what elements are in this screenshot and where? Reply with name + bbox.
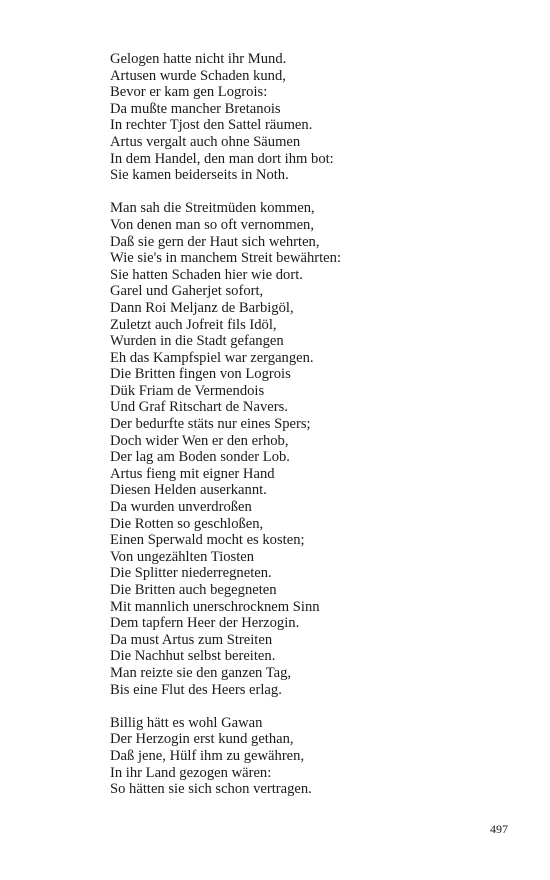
verse-line: In ihr Land gezogen wären: <box>110 764 272 781</box>
verse-line: Einen Sperwald mocht es kosten; <box>110 532 305 549</box>
verse-line: Der lag am Boden sonder Lob. <box>110 449 290 466</box>
verse-line: Daß sie gern der Haut sich wehrten, <box>110 233 320 250</box>
verse-line: Dem tapfern Heer der Herzogin. <box>110 615 300 632</box>
verse-line: Bis eine Flut des Heers erlag. <box>110 681 282 698</box>
verse-line: Wie sie's in manchem Streit bewährten: <box>110 250 342 267</box>
verse-line: Der bedurfte stäts nur eines Spers; <box>110 416 311 433</box>
verse-line: Daß jene, Hülf ihm zu gewähren, <box>110 747 305 764</box>
verse-line: Dann Roi Meljanz de Barbigöl, <box>110 299 294 316</box>
verse-line: So hätten sie sich schon vertragen. <box>110 781 312 798</box>
verse-line: Sie hatten Schaden hier wie dort. <box>110 266 303 283</box>
verse-line: Mit mannlich unerschrocknem Sinn <box>110 598 320 615</box>
verse-line: Sie kamen beiderseits in Noth. <box>110 167 289 184</box>
verse-line: Die Britten fingen von Logrois <box>110 366 291 383</box>
verse-line: Artus vergalt auch ohne Säumen <box>110 133 301 150</box>
verse-line: Bevor er kam gen Logrois: <box>110 84 268 101</box>
verse-line: In rechter Tjost den Sattel räumen. <box>110 117 313 134</box>
verse-line: Die Nachhut selbst bereiten. <box>110 648 276 665</box>
verse-line: Billig hätt es wohl Gawan <box>110 714 263 731</box>
stanza <box>110 715 530 798</box>
verse-line: Man reizte sie den ganzen Tag, <box>110 664 292 681</box>
verse-line: Von denen man so oft vernommen, <box>110 216 315 233</box>
verse-line: Gelogen hatte nicht ihr Mund. <box>110 51 287 67</box>
verse-line: Garel und Gaherjet sofort, <box>110 283 264 300</box>
verse-line: Da wurden unverdroßen <box>110 499 252 516</box>
verse-line: Der Herzogin erst kund gethan, <box>110 731 294 748</box>
page-number: 497 <box>490 822 508 836</box>
verse-line: Eh das Kampfspiel war zergangen. <box>110 349 314 366</box>
verse-line: Da must Artus zum Streiten <box>110 631 273 648</box>
verse-line: Diesen Helden auserkannt. <box>110 482 267 499</box>
verse-line: Wurden in die Stadt gefangen <box>110 333 284 350</box>
poem-text <box>110 51 530 814</box>
verse-line: Und Graf Ritschart de Navers. <box>110 399 288 416</box>
verse-line: Die Britten auch begegneten <box>110 582 277 598</box>
verse-line: Zuletzt auch Jofreit fils Idöl, <box>110 316 277 333</box>
verse-line: Doch wider Wen er den erhob, <box>110 432 289 449</box>
verse-line: Die Rotten so geschloßen, <box>110 515 264 532</box>
verse-line: In dem Handel, den man dort ihm bot: <box>110 150 334 167</box>
verse-line: Man sah die Streitmüden kommen, <box>110 200 315 217</box>
verse-line: Da mußte mancher Bretanois <box>110 100 281 117</box>
verse-line: Von ungezählten Tiosten <box>110 548 255 565</box>
verse-line: Die Splitter niederregneten. <box>110 565 272 582</box>
stanza <box>110 200 530 698</box>
verse-line: Dük Friam de Vermendois <box>110 382 265 399</box>
stanza <box>110 51 530 184</box>
verse-line: Artus fieng mit eigner Hand <box>110 465 275 482</box>
verse-line: Artusen wurde Schaden kund, <box>110 67 286 84</box>
